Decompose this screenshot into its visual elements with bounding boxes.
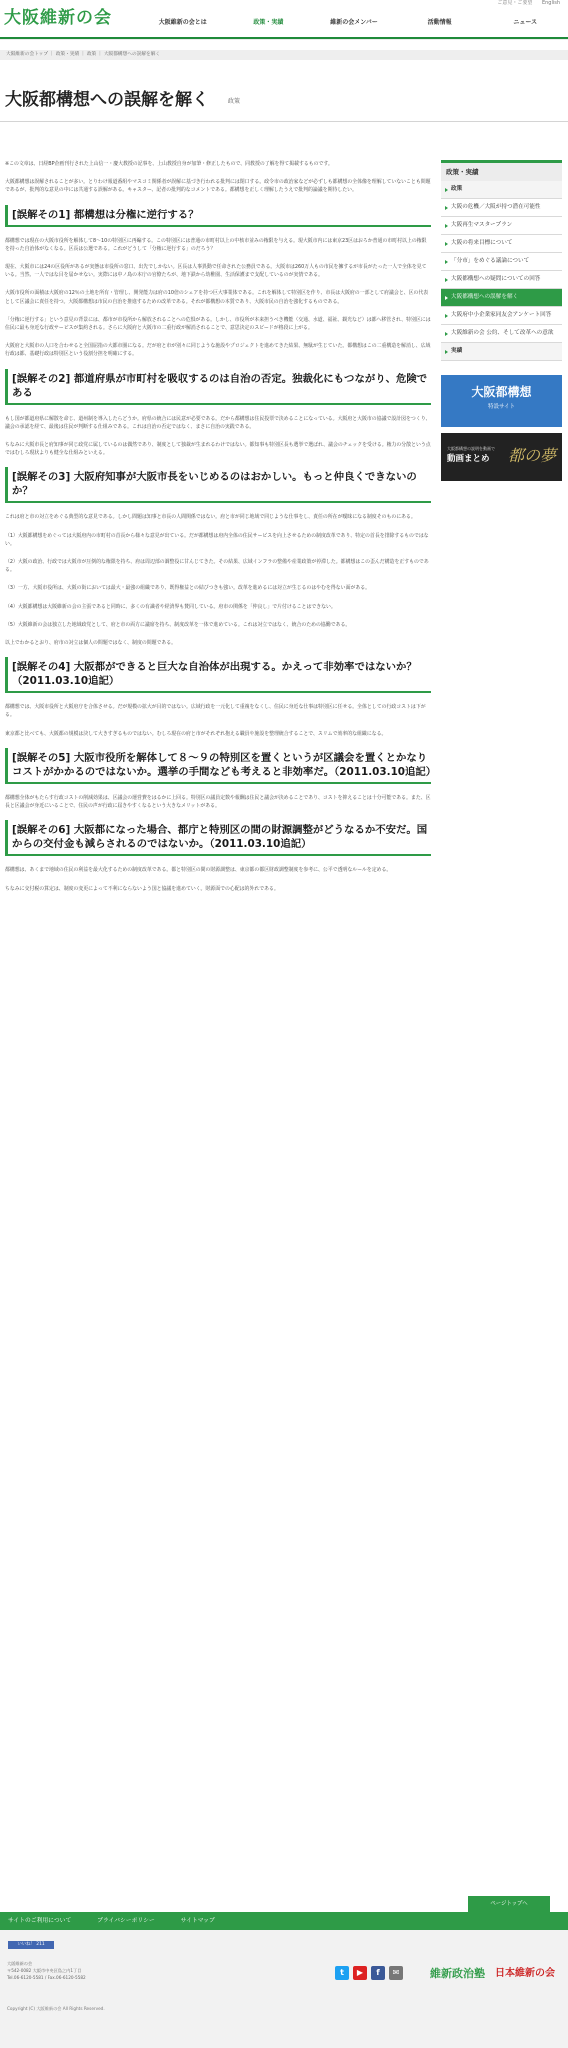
section-paragraph: ちなみに交付税の算定は、制度の変更によって不利にならないよう国と協議を進めていく。財源面での心配は的外れである。 [5,885,279,892]
sidebar-item-questions[interactable]: 大阪都構想への疑問についての回答 [441,271,562,289]
sidebar-item-future[interactable]: 大阪の将来目標について [441,235,562,253]
section-paragraph: （2）大阪の政治、行政では大阪市が圧倒的な権限を持ち、府は周辺部の調整役に甘んじてきた。その結果、広域インフラの整備や産業政策が停滞した。都構想はこの歪んだ構造を正すものである。 [5,559,429,574]
sidebar-item-bunshi[interactable]: 「分市」をめぐる議論について [441,253,562,271]
section-paragraph: 「分権に逆行する」という意見の背景には、都市が市役所から解放されることへの危惧がある。しかし、市役所が本来担うべき機能（交通、水道、福祉、観光など）は都へ移管され、特別区には住民に最も身近な行政サービスが集約される。さらに大阪府と大阪市の二重行政が解消されることで、意思決定のスピードが格段に上がる。 [5,316,431,332]
twitter-icon[interactable]: t [335,1966,349,1980]
sidebar [441,160,562,481]
contact-link[interactable]: ご意見・ご要望 [497,0,533,6]
section-heading: [誤解その3] 大阪府知事が大阪市長をいじめるのはおかしい。もっと仲良くできないのか？ [5,467,431,503]
section-paragraph: 以上でわかるとおり、府市の対立は個人の問題ではなく、制度の問題である。 [5,640,177,647]
breadcrumb[interactable]: 大阪維新の会トップ ｜ 政策・実績 ｜ 政策 ｜ 大阪都構想への誤解を解く [0,50,568,60]
banner-subtitle: 特設サイト [487,404,516,410]
section-heading: [誤解その5] 大阪市役所を解体して８〜９の特別区を置くというが区議会を置くとかなりコストがかかるのではないか。選挙の手間なども考えると非効率だ。（2011.03.10追記） [5,748,431,784]
section-paragraph: 現在、大阪市には24の区役所があるが実態は市役所の窓口、出先でしかない。区長は人事異動で任命された公務員である。大阪市は260万人もの市民を擁するが市長がたった一人で全体を見ている。当然、一人ではな目を届かせない。実際には中ノ島の本庁の官僚たちが、地下鉄から幼稚園、生活保護まで支配しているのが実情である。 [5,264,427,279]
section-paragraph: （1）大阪都構想をめぐっては大阪府内の市町村の首長から様々な意見が出ている。だが都構想は府内全体の住民サービスを向上させるための制度改革であり、特定の首長を排除するものではない。 [5,532,429,547]
footer-phone: Tel.06-6120-5581 / Fax.06-6120-5582 [7,1975,86,1980]
page-category: 政策 [228,98,241,105]
section-paragraph: 都構想では、大阪市役所と大阪府庁を合体させる。だが規模の拡大が目的ではない。広域行政を一元化して重複をなくし、住民に身近な仕事は特別区に任せる。全体としての行政コストは下がる。 [5,704,426,719]
section-paragraph: 東京都と比べても、大阪都の規模は決して大きすぎるものではない。むしろ現在の府と市がそれぞれ抱える職員や施設を整理統合することで、スリムで効率的な組織になる。 [5,730,387,737]
osaka-to-banner[interactable] [441,375,562,427]
section-paragraph: 大阪府と大阪市の人口を合わせると全国屈指の大都市圏になる。だが府と市が別々に同じような施設やプロジェクトを進めてきた結果、無駄が生じていた。都構想はこの二重構造を解消し、広域行政は都、基礎行政は特別区という役割分担を明確にする。 [5,343,431,358]
page-title-area [0,88,568,116]
page-title: 大阪都構想への誤解を解く [5,90,209,110]
page-top-button[interactable]: ページトップへ [468,1896,550,1912]
facebook-icon[interactable]: f [371,1966,385,1980]
social-links [335,1966,407,1980]
sidebar-item-results[interactable]: 実績 [441,343,562,361]
article-note: ※この文章は、日経BP企画刊行された上山信一・慶大教授の記事を、上山教授自身が加筆・修正したもので、同教授の了解を得て掲載するものです。 [5,161,333,167]
article [5,160,437,903]
sidebar-item-policy[interactable]: 政策 [441,181,562,199]
nav-policy[interactable]: 政策・実績 [253,19,284,26]
video-banner-label: 動画まとめ [447,454,490,464]
sidebar-item-crisis[interactable]: 大阪の危機／大阪が持つ潜在可能性 [441,199,562,217]
mail-icon[interactable]: ✉ [389,1966,403,1980]
footer-address-line: 〒542-0082 大阪市中央区島之内1丁目 [7,1968,82,1973]
nippon-ishin-logo[interactable]: 日本維新の会 [495,1968,555,1979]
section-heading: [誤解その2] 都道府県が市町村を吸収するのは自治の否定。独裁化にもつながり、危険である [5,369,431,405]
section-paragraph: （3）一方、大阪市役所は、大阪の街においては最大・最強の組織であり、既得権益との結びつきも強い。改革を進めるには対立が生じるのはやむを得ない面がある。 [5,585,371,592]
video-banner-brush-text: 都の夢 [507,446,556,465]
video-banner[interactable] [441,433,562,481]
sidebar-item-masterplan[interactable]: 大阪再生マスタープラン [441,217,562,235]
youtube-icon[interactable]: ▶ [353,1966,367,1980]
utility-links [489,0,560,7]
footer-org-name: 大阪維新の会 [7,1961,33,1966]
english-link[interactable]: English [541,0,560,6]
site-logo[interactable]: 大阪維新の会 [4,8,112,28]
section-paragraph: （5）大阪維新の会は独立した地域政党として、府と市の両方に議席を持ち、制度改革を一体で進めている。これは対立ではなく、統合のための協働である。 [5,621,351,628]
section-paragraph: 都構想は、あくまで地域の住民の利益を最大化するための制度改革である。都と特別区の間の財源調整は、東京都の都区財政調整制度を参考に、公平で透明なルールを定める。 [5,867,392,874]
main-nav [140,16,568,30]
facebook-like-button[interactable]: いいね！ 211 [8,1941,54,1949]
article-intro: 大阪都構想は誤解されることが多い。とりわけ報道番組やマスコミ関係者が誤解に基づき行われる批判には閉口する。政令市の政治家などが必ずしも都構想の全体像を理解していないことも問題であるが、批判的な意見の中には共通する誤解がある。キャスター、記者の批判的なコメントである。都構想を正しく理解したうえで批判的論議を期待したい。 [5,179,431,194]
nav-activity[interactable]: 活動情報 [427,19,452,26]
section-heading: [誤解その4] 大阪都ができると巨大な自治体が出現する。かえって非効率ではないか？（2011.03.10追記） [5,657,431,693]
sidebar-item-manifesto[interactable]: 大阪維新の会 公約、そして改革への意欲 [441,325,562,343]
section-paragraph: 都構想全体がもたらす行政コストの削減効果は、区議会の運営費をはるかに上回る。特別区の議員定数や報酬は住民と議会が決めることであり、コストを抑えることは十分可能である。また、区長と区議会が身近にいることで、住民の声が行政に届きやすくなるという大きなメリットがある。 [5,794,431,810]
site-header [0,0,568,40]
ishin-seijijuku-logo[interactable]: 維新政治塾 [430,1967,485,1980]
footer-nav [0,1912,568,1930]
section-paragraph: ちなみに大阪市長と府知事が同じ政党に属しているのは偶然であり、制度として独裁が生まれるわけではない。都知事も特別区長も選挙で選ばれ、議会のチェックを受ける。権力の分散という点ではむしろ現状よりも健全な仕組みといえる。 [5,442,431,457]
section-paragraph: もし国が都道府県に解散を命じ、道州制を導入したらどうか。府県の統合には民意が必要である。だから都構想は住民投票で決めることになっている。大阪府と大阪市の協議で設計図をつくり、議会の承認を経て、最後は住民が判断する仕組みである。これは自治の否定ではなく、まさに自治の実践である。 [5,415,431,430]
nav-members[interactable]: 維新の会メンバー [330,19,378,26]
sidebar-item-misunderstanding[interactable]: 大阪都構想への誤解を解く [441,289,562,307]
nav-underline [0,37,568,39]
sidebar-heading: 政策・実績 [441,160,562,181]
banner-title: 大阪都構想 [471,385,532,399]
section-paragraph: （4）大阪都構想は大阪維新の会の主張であると同時に、多くの有識者や経済界も賛同している。府市の関係を「仲良し」で片付けることはできない。 [5,603,336,610]
nav-about[interactable]: 大阪維新の会とは [158,19,207,26]
section-paragraph: これは府と市の対立をめぐる典型的な意見である。しかし問題は知事と市長の人間関係ではない。府と市が同じ地域で同じような仕事をし、責任の所在が曖昧になる制度そのものにある。 [5,514,416,521]
nav-news[interactable]: ニュース [513,19,538,26]
footer-link-sitemap[interactable]: サイトマップ [180,1918,215,1924]
copyright: Copyright (C) 大阪維新の会 All Rights Reserved. [7,2006,105,2011]
sidebar-item-survey[interactable]: 大阪府中小企業家同友会アンケート回答 [441,307,562,325]
section-paragraph: 大阪市役所の面積は大阪府の12％の土地を所有・管理し、開発能力は府の10倍のシェアを持つ巨大事業体である。これを解体して特別区を作り、市長は大阪府の一部として府議会と、区の代表として区議会に責任を持つ。大阪都構想は市民の自治を推進するための改革である。それが都構想の本質であり、大阪市民の自治を強化するものである。 [5,290,429,305]
section-heading: [誤解その1] 都構想は分権に逆行する？ [5,205,431,227]
footer-link-terms[interactable]: サイトのご利用について [8,1918,72,1924]
section-paragraph: 都構想では現在の大阪市役所を解体して8〜10の特別区に再編する。この特別区には普通の市町村以上の中核市並みの権限を与える。現大阪市内には東京23区はおろか普通の市町村以上の権限を持った自治体がなくなる。区長は公選である。これがどうして「分権に逆行する」のだろう？ [5,237,427,252]
video-banner-caption: 大阪都構想の説明を動画で [447,446,495,451]
footer [0,1930,568,2048]
footer-address [7,1960,86,1981]
footer-link-privacy[interactable]: プライバシーポリシー [97,1918,155,1924]
section-heading: [誤解その6] 大阪都になった場合、都庁と特別区の間の財源調整がどうなるか不安だ。国からの交付金も減らされるのではないか。（2011.03.10追記） [5,820,431,856]
title-divider [0,121,568,122]
